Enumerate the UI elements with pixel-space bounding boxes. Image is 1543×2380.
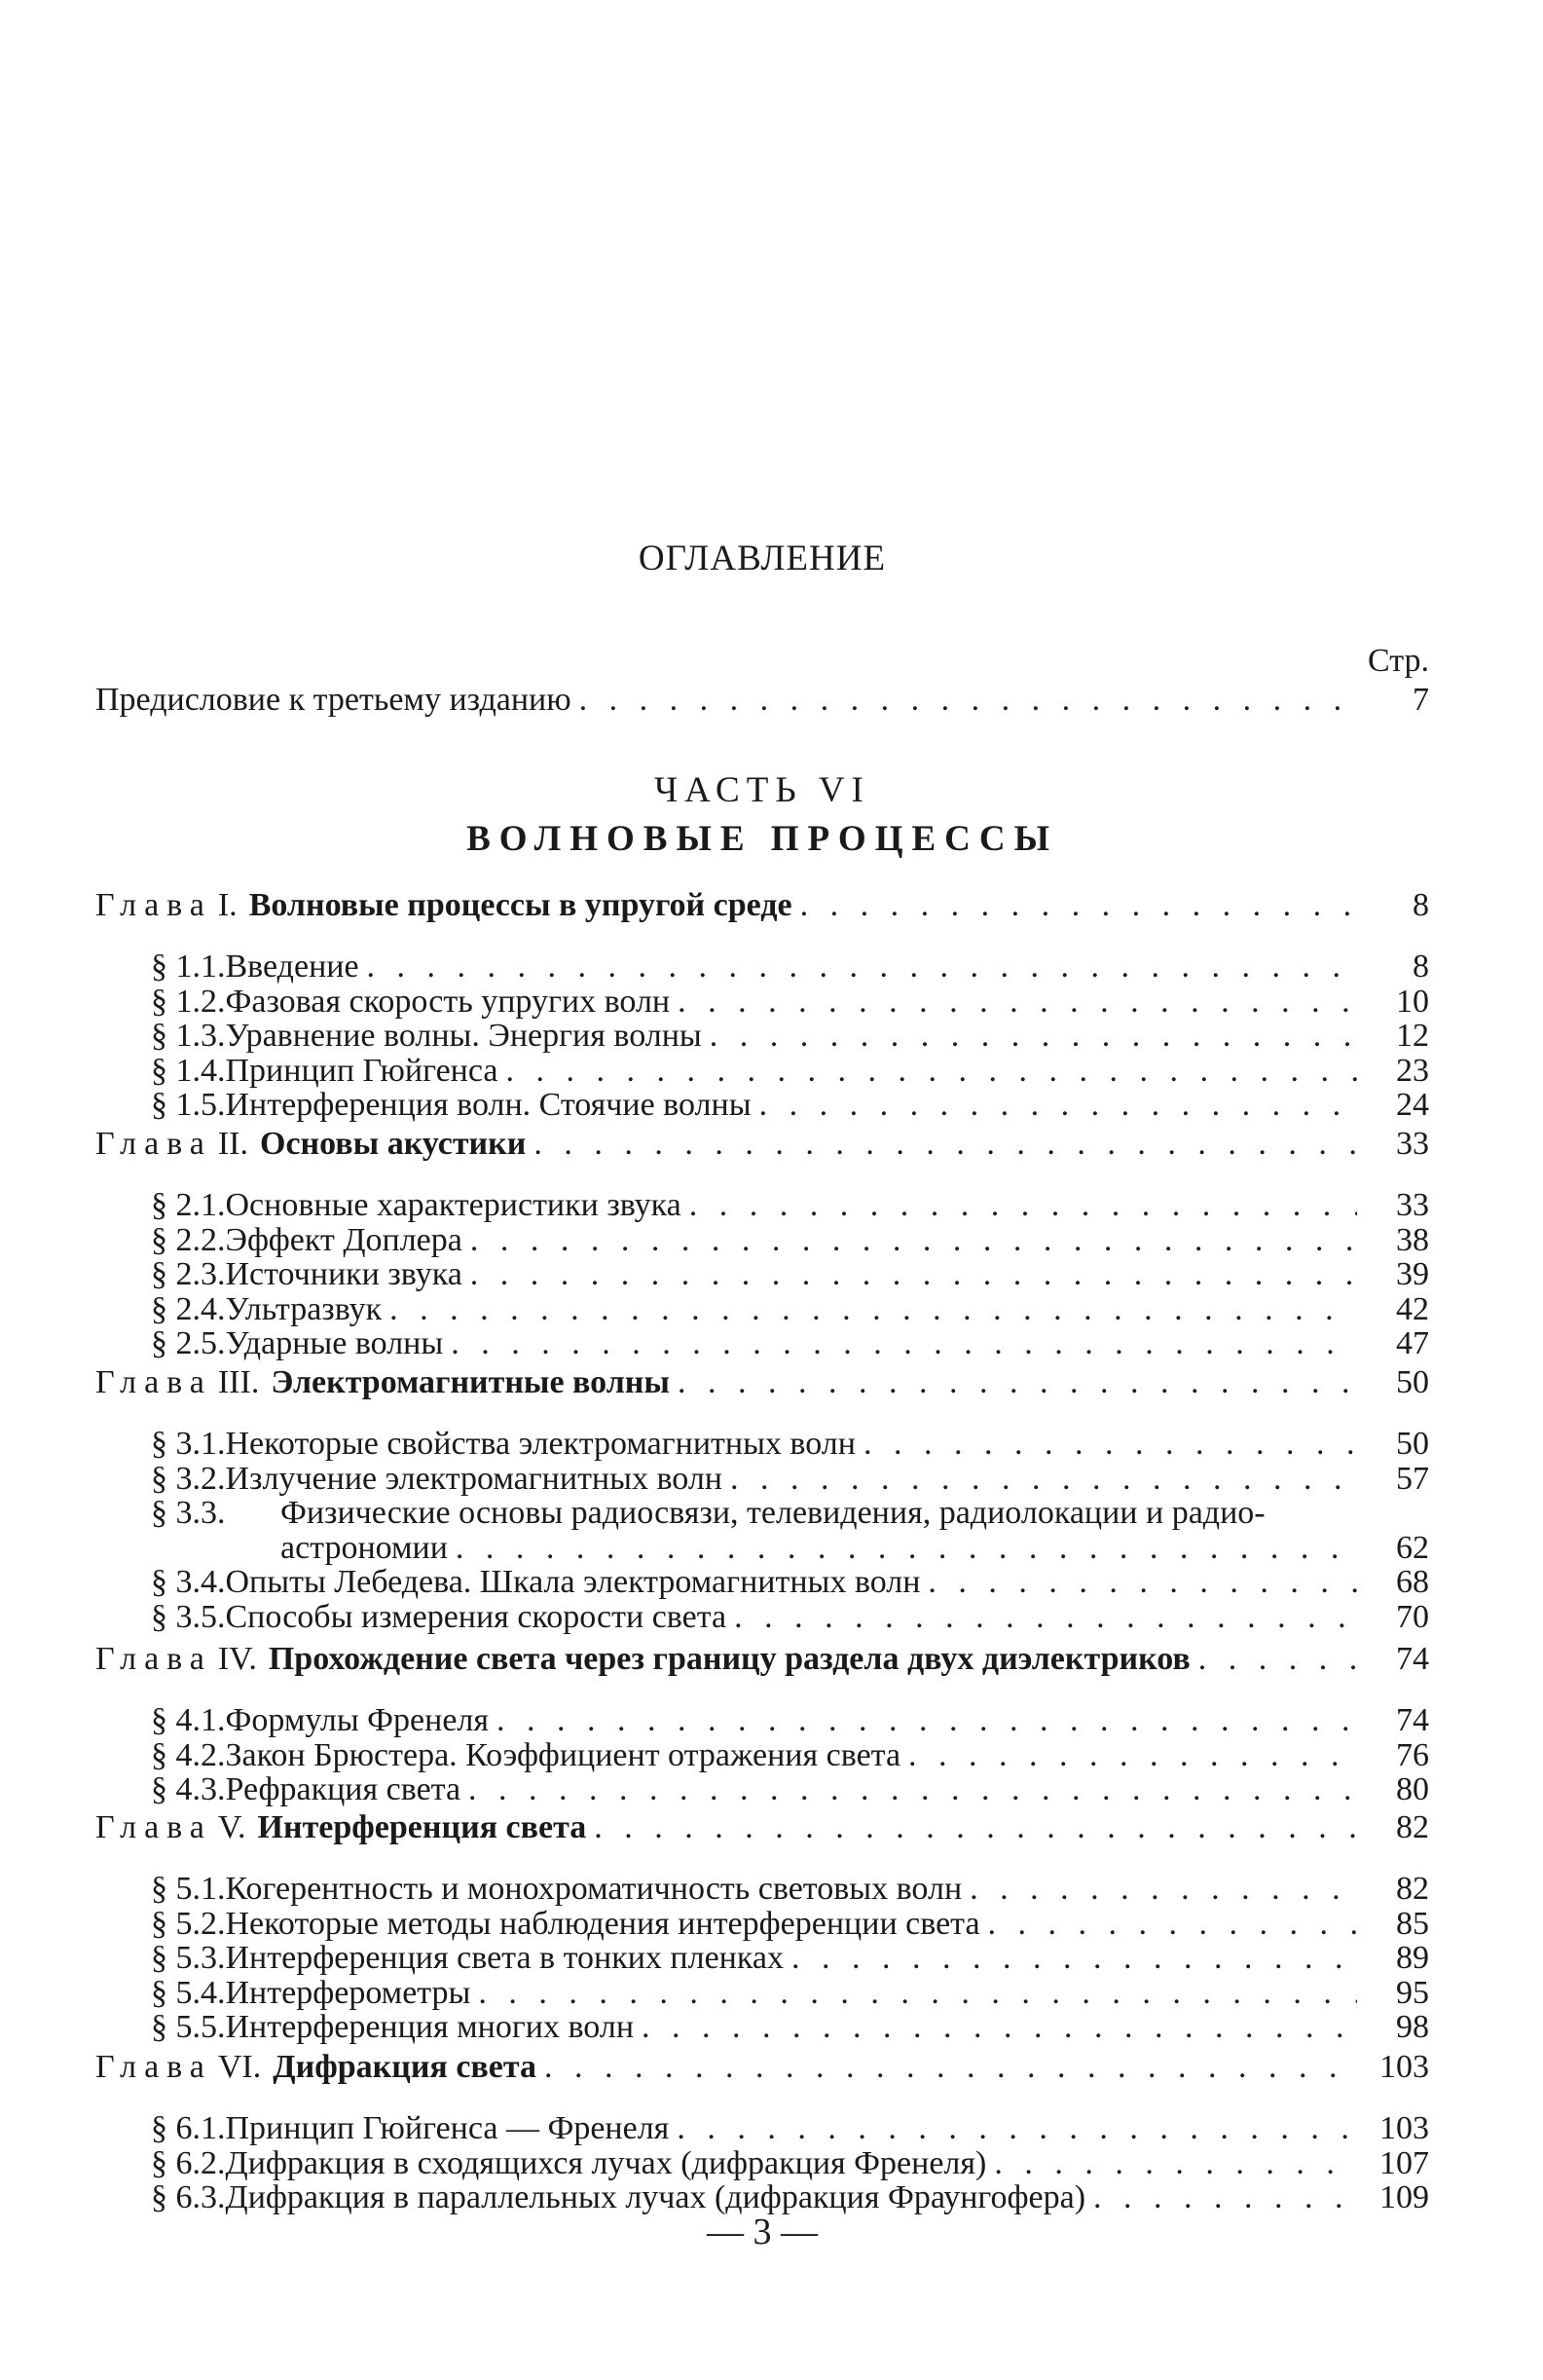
toc-section <box>95 1460 1429 1497</box>
leader-dots <box>689 1189 1357 1222</box>
chapter-title: Основы акустики <box>260 1126 527 1162</box>
chapter-title: Электромагнитные волны <box>271 1364 670 1400</box>
section-number: § 1.5. <box>151 1087 226 1123</box>
section-page: 42 <box>1396 1290 1429 1327</box>
leader-dots <box>594 1811 1357 1844</box>
section-page: 24 <box>1396 1087 1429 1123</box>
toc-section <box>95 1327 1429 1360</box>
section-title: Интерференция света в тонких пленках <box>225 1940 784 1976</box>
chapter-heading <box>95 1128 526 1161</box>
preface-title: Предисловие к третьему изданию <box>95 682 571 718</box>
leader-dots <box>759 1089 1357 1122</box>
section-title: Эффект Доплера <box>225 1221 462 1258</box>
toc-section <box>95 2011 1429 2044</box>
leader-dots <box>389 1293 1357 1326</box>
chapter-prefix: Глава <box>95 1126 212 1162</box>
chapter-number: VI. <box>217 2049 262 2085</box>
section-page: 80 <box>1396 1771 1429 1807</box>
chapter-page: 33 <box>1396 1126 1429 1162</box>
leader-dots <box>456 1532 1357 1565</box>
chapter-number: II. <box>217 1126 249 1162</box>
section-number: § 1.1. <box>151 948 226 985</box>
section-title: Ультразвук <box>225 1290 383 1327</box>
chapter-prefix: Глава <box>95 887 212 923</box>
chapter-prefix: Глава <box>95 1364 212 1400</box>
leader-dots <box>863 1428 1357 1461</box>
chapter-number: IV. <box>217 1641 257 1677</box>
toc-section <box>95 1974 1429 2011</box>
section-title: Принцип Гюйгенса <box>225 1052 498 1089</box>
toc-chapter <box>95 1643 1429 1676</box>
toc-chapter <box>95 1811 1429 1844</box>
chapter-prefix: Глава <box>95 1809 212 1845</box>
section-title: Интерференция волн. Стоячие волны <box>225 1087 752 1123</box>
section-page: 70 <box>1396 1598 1429 1635</box>
section-page: 95 <box>1396 1974 1429 2011</box>
leader-dots <box>988 1908 1357 1941</box>
section-page: 50 <box>1396 1426 1429 1462</box>
toc-chapter <box>95 1366 1429 1399</box>
section-page: 12 <box>1396 1018 1429 1054</box>
chapter-number: III. <box>217 1364 260 1400</box>
section-title: Рефракция света <box>225 1771 461 1807</box>
section-title: Физические основы радиосвязи, телевидения, радиолокации и радио- <box>280 1495 1266 1531</box>
section-page: 10 <box>1396 983 1429 1020</box>
leader-dots <box>928 1566 1357 1599</box>
toc-section <box>95 1052 1429 1089</box>
toc-section <box>95 950 1429 984</box>
toc-section <box>95 1736 1429 1773</box>
section-title: Закон Брюстера. Коэффициент отражения света <box>225 1736 901 1773</box>
chapter-number: I. <box>217 887 238 923</box>
section-page: 33 <box>1396 1187 1429 1223</box>
toc-section-continuation <box>280 1529 1429 1566</box>
part-label: ЧАСТЬ VI <box>654 770 870 810</box>
leader-dots <box>579 684 1357 717</box>
section-page: 76 <box>1396 1736 1429 1773</box>
section-page: 47 <box>1396 1325 1429 1361</box>
section-number: § 2.1. <box>151 1187 226 1223</box>
section-title: Некоторые свойства электромагнитных волн <box>225 1426 856 1462</box>
section-number: § 4.1. <box>151 1702 226 1738</box>
chapter-prefix: Глава <box>95 2049 212 2085</box>
toc-section <box>95 1089 1429 1122</box>
toc-section <box>95 1221 1429 1258</box>
section-title: Основные характеристики звука <box>225 1187 681 1223</box>
chapter-page: 8 <box>1413 887 1429 923</box>
chapter-title: Прохождение света через границу раздела двух диэлектриков <box>268 1641 1191 1677</box>
leader-dots <box>730 1463 1357 1496</box>
section-number: § 5.5. <box>151 2009 226 2045</box>
chapter-prefix: Глава <box>95 1641 212 1677</box>
toc-entry-preface <box>95 684 1429 717</box>
leader-dots <box>800 889 1357 922</box>
section-number: § 6.1. <box>151 2110 226 2146</box>
section-number: § 3.3. <box>151 1495 226 1531</box>
section-number: § 3.2. <box>151 1460 226 1497</box>
section-number: § 3.5. <box>151 1598 226 1635</box>
section-title: Когерентность и монохроматичность световых волн <box>225 1871 963 1907</box>
chapter-title: Дифракция света <box>273 2049 536 2085</box>
toc-section <box>95 1290 1429 1327</box>
leader-dots <box>908 1739 1357 1772</box>
toc-section <box>95 1704 1429 1737</box>
toc-section <box>95 2181 1429 2214</box>
section-number: § 2.2. <box>151 1221 226 1258</box>
section-page: 74 <box>1396 1702 1429 1738</box>
leader-dots <box>544 2051 1357 2084</box>
leader-dots <box>678 1366 1357 1399</box>
part-title: ВОЛНОВЫЕ ПРОЦЕССЫ <box>466 819 1058 859</box>
section-page: 23 <box>1396 1052 1429 1089</box>
leader-dots <box>710 1020 1357 1053</box>
section-number: § 5.2. <box>151 1905 226 1942</box>
section-number: § 5.4. <box>151 1974 226 2011</box>
section-title: Способы измерения скорости света <box>225 1598 727 1635</box>
preface-page: 7 <box>1413 682 1429 718</box>
section-page: 107 <box>1379 2144 1429 2181</box>
chapter-heading <box>95 1366 670 1399</box>
section-page: 38 <box>1396 1221 1429 1258</box>
section-number: § 6.2. <box>151 2144 226 2181</box>
section-number: § 1.2. <box>151 983 226 1020</box>
section-number: § 2.3. <box>151 1256 226 1292</box>
toc-section <box>95 2144 1429 2181</box>
section-page: 109 <box>1379 2179 1429 2215</box>
leader-dots <box>505 1055 1357 1088</box>
leader-dots <box>1198 1643 1357 1676</box>
leader-dots <box>970 1873 1357 1906</box>
toc-section <box>95 1566 1429 1599</box>
toc-section <box>95 1497 1429 1530</box>
chapter-heading <box>95 1811 586 1844</box>
leader-dots <box>367 950 1357 984</box>
chapter-title: Волновые процессы в упругой среде <box>248 887 792 923</box>
section-title: Интерферометры <box>225 1974 471 2011</box>
toc-section <box>95 1189 1429 1222</box>
section-number: § 2.4. <box>151 1290 226 1327</box>
toc-section <box>95 1873 1429 1906</box>
section-page: 89 <box>1396 1940 1429 1976</box>
toc-section <box>95 985 1429 1019</box>
section-number: § 3.4. <box>151 1564 226 1600</box>
leader-dots <box>451 1327 1357 1360</box>
leader-dots <box>642 2011 1357 2044</box>
leader-dots <box>496 1704 1357 1737</box>
section-page: 8 <box>1413 948 1429 985</box>
section-page: 68 <box>1396 1564 1429 1600</box>
section-title: Принцип Гюйгенса — Френеля <box>225 2110 670 2146</box>
section-page: 39 <box>1396 1256 1429 1292</box>
toc-chapter <box>95 889 1429 922</box>
chapter-heading <box>95 2051 536 2084</box>
section-number: § 4.3. <box>151 1771 226 1807</box>
section-page: 82 <box>1396 1871 1429 1907</box>
toc-section <box>95 1942 1429 1975</box>
toc-section <box>95 1020 1429 1053</box>
section-page: 103 <box>1379 2110 1429 2146</box>
leader-dots <box>533 1128 1357 1161</box>
chapter-page: 74 <box>1396 1641 1429 1677</box>
toc-section <box>95 1905 1429 1942</box>
section-title: Фазовая скорость упругих волн <box>225 983 671 1020</box>
leader-dots <box>470 1258 1357 1291</box>
section-number: § 6.3. <box>151 2179 226 2215</box>
chapter-page: 82 <box>1396 1809 1429 1845</box>
section-title: Уравнение волны. Энергия волны <box>225 1018 702 1054</box>
toc-section <box>95 1258 1429 1291</box>
chapter-page: 50 <box>1396 1364 1429 1400</box>
section-title: Формулы Френеля <box>225 1702 490 1738</box>
toc-section <box>95 1598 1429 1635</box>
section-title: Введение <box>225 948 359 985</box>
leader-dots <box>791 1942 1357 1975</box>
chapter-heading <box>95 889 792 922</box>
section-number: § 3.1. <box>151 1426 226 1462</box>
section-page: 62 <box>1396 1529 1429 1566</box>
section-page: 85 <box>1396 1905 1429 1942</box>
section-title: Источники звука <box>225 1256 462 1292</box>
page-title: ОГЛАВЛЕНИЕ <box>638 539 887 578</box>
section-title: Дифракция в сходящихся лучах (дифракция Френеля) <box>225 2144 987 2181</box>
section-title: Ударные волны <box>225 1325 444 1361</box>
section-title: Дифракция в параллельных лучах (дифракция Фраунгофера) <box>225 2179 1086 2215</box>
section-number: § 5.1. <box>151 1871 226 1907</box>
section-number: § 5.3. <box>151 1940 226 1976</box>
toc-section <box>95 1773 1429 1806</box>
toc-section <box>95 1428 1429 1461</box>
chapter-number: V. <box>217 1809 246 1845</box>
toc-section <box>95 2112 1429 2145</box>
leader-dots <box>1093 2181 1357 2214</box>
section-number: § 1.3. <box>151 1018 226 1054</box>
section-title: Некоторые методы наблюдения интерференции света <box>225 1905 980 1942</box>
section-number: § 2.5. <box>151 1325 226 1361</box>
leader-dots <box>734 1601 1357 1634</box>
page-column-label: Стр. <box>1367 643 1429 679</box>
section-page: 57 <box>1396 1460 1429 1497</box>
section-number: § 4.2. <box>151 1736 226 1773</box>
leader-dots <box>468 1773 1357 1806</box>
page-number-footer: — 3 — <box>707 2212 818 2252</box>
leader-dots <box>677 2112 1357 2145</box>
section-title: Опыты Лебедева. Шкала электромагнитных волн <box>225 1564 921 1600</box>
leader-dots <box>678 985 1357 1019</box>
toc-chapter <box>95 2051 1429 2084</box>
section-number: § 1.4. <box>151 1052 226 1089</box>
chapter-title: Интерференция света <box>257 1809 587 1845</box>
leader-dots <box>478 1977 1357 2010</box>
section-title-continued: астрономии <box>280 1529 448 1566</box>
section-title: Излучение электромагнитных волн <box>225 1460 722 1497</box>
leader-dots <box>994 2147 1357 2180</box>
section-title: Интерференция многих волн <box>225 2009 635 2045</box>
section-page: 98 <box>1396 2009 1429 2045</box>
chapter-page: 103 <box>1379 2049 1429 2085</box>
toc-chapter <box>95 1128 1429 1161</box>
leader-dots <box>470 1224 1357 1257</box>
chapter-heading <box>95 1643 1191 1676</box>
